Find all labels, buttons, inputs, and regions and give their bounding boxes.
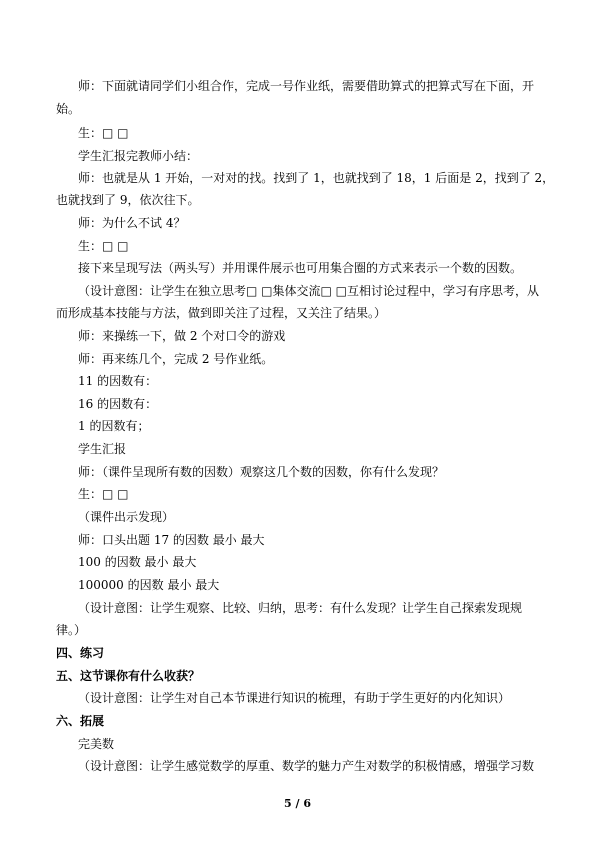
paragraph-line: （设计意图：让学生观察、比较、归纳，思考：有什么发现？让学生自己探索发现规	[78, 601, 523, 615]
paragraph-line: 师：也就是从 1 开始，一对对的找。找到了 1，也就找到了 18，1 后面是 2，找到了 2，	[78, 171, 555, 185]
paragraph-line: 100 的因数 最小 最大	[78, 555, 197, 569]
paragraph-line: 始。	[56, 102, 81, 116]
paragraph-line: 学生汇报	[78, 442, 127, 456]
paragraph-line: 完美数	[78, 737, 115, 751]
paragraph-line: 师：口头出题 17 的因数 最小 最大	[78, 533, 265, 547]
paragraph-line: 师：下面就请同学们小组合作，完成一号作业纸，需要借助算式的把算式写在下面，开	[78, 79, 535, 93]
paragraph-line: 师：再来练几个，完成 2 号作业纸。	[78, 352, 274, 366]
paragraph-line: 16 的因数有：	[78, 397, 158, 411]
page-number: 5 / 6	[284, 797, 311, 810]
paragraph-line: （课件出示发现）	[78, 510, 175, 524]
paragraph-line: 生：□ □	[78, 126, 129, 140]
paragraph-line: （设计意图：让学生对自己本节课进行知识的梳理，有助于学生更好的内化知识）	[78, 691, 511, 705]
paragraph-line: 师：来操练一下，做 2 个对口令的游戏	[78, 329, 286, 343]
paragraph-line: 而形成基本技能与方法，做到即关注了过程，又关注了结果。）	[56, 306, 387, 320]
section-heading: 五、这节课你有什么收获？	[56, 669, 201, 683]
paragraph-line: 律。）	[56, 623, 87, 637]
paragraph-line: 生：□ □	[78, 239, 129, 253]
paragraph-line: 1 的因数有；	[78, 419, 150, 433]
paragraph-line: 也就找到了 9，依次往下。	[56, 193, 200, 207]
paragraph-line: 11 的因数有：	[78, 374, 158, 388]
paragraph-line: 师：（课件呈现所有数的因数）观察这几个数的因数，你有什么发现？	[78, 465, 445, 479]
section-heading: 六、拓展	[56, 714, 105, 728]
paragraph-line: （设计意图：让学生感觉数学的厚重、数学的魅力产生对数学的积极情感，增强学习数	[78, 759, 535, 773]
paragraph-line: 接下来呈现写法（两头写）并用课件展示也可用集合圈的方式来表示一个数的因数。	[78, 261, 523, 275]
section-heading: 四、练习	[56, 646, 105, 660]
paragraph-line: 100000 的因数 最小 最大	[78, 578, 220, 592]
paragraph-line: 生：□ □	[78, 487, 129, 501]
paragraph-line: （设计意图：让学生在独立思考□ □集体交流□ □互相讨论过程中，学习有序思考，从	[78, 284, 539, 298]
paragraph-line: 学生汇报完教师小结：	[78, 149, 199, 163]
paragraph-line: 师：为什么不试 4？	[78, 216, 186, 230]
